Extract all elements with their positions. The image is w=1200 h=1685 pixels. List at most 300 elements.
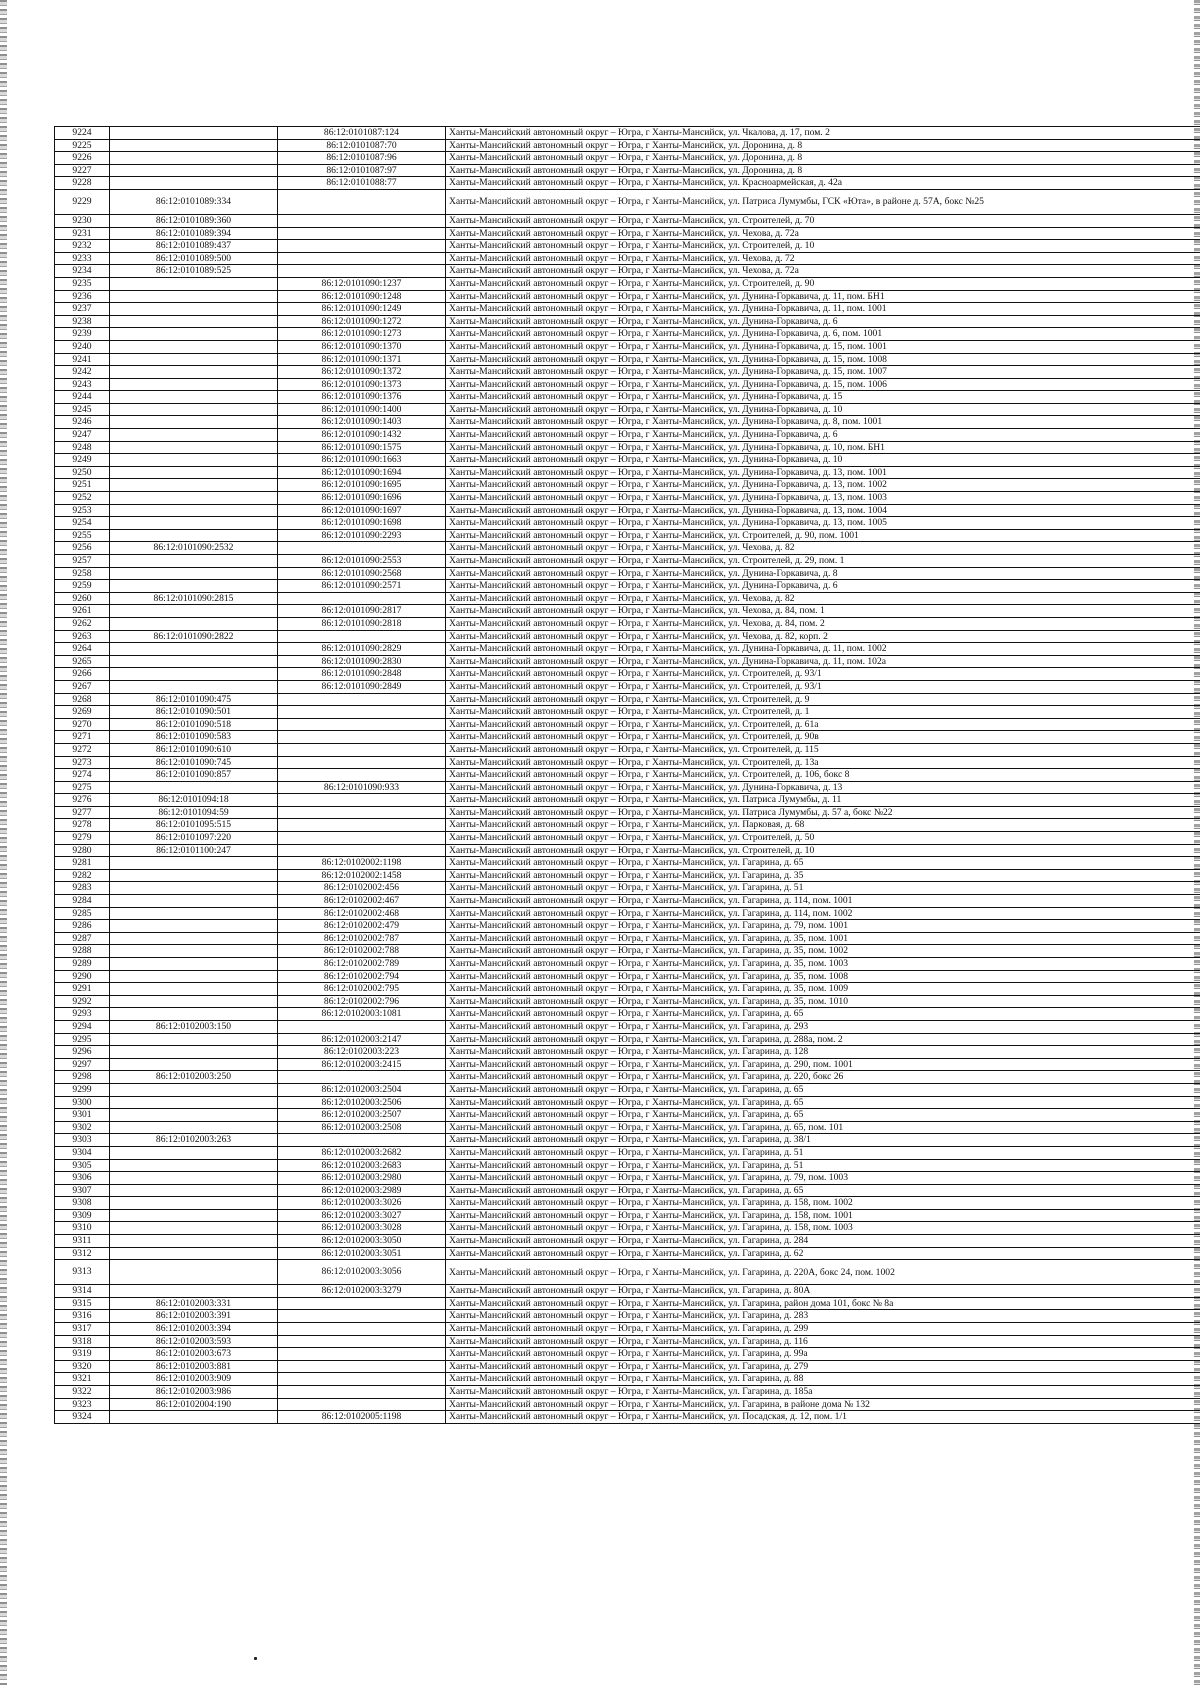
table-row	[55, 1008, 1200, 1021]
table-row	[55, 1121, 1200, 1134]
cadastral-number-premises: 86:12:0101090:2571	[278, 580, 446, 593]
cadastral-number-premises: 86:12:0102003:1081	[278, 1008, 446, 1021]
table-row	[55, 1360, 1200, 1373]
table-row	[55, 617, 1200, 630]
cadastral-number-premises: 86:12:0101090:1272	[278, 315, 446, 328]
cadastral-number-premises: 86:12:0101090:933	[278, 781, 446, 794]
table-row	[55, 907, 1200, 920]
cadastral-number-land	[110, 441, 278, 454]
cadastral-number-land	[110, 1209, 278, 1222]
cadastral-number-land	[110, 366, 278, 379]
row-number: 9235	[55, 277, 110, 290]
address-cell: Ханты-Мансийский автономный округ – Югра, г Ханты-Мансийск, ул. Гагарина, д. 116	[446, 1335, 1200, 1348]
address-cell: Ханты-Мансийский автономный округ – Югра, г Ханты-Мансийск, ул. Дунина-Горкавича, д. 15, пом. 1007	[446, 366, 1200, 379]
row-number: 9307	[55, 1184, 110, 1197]
cadastral-number-land: 86:12:0102003:986	[110, 1386, 278, 1399]
cadastral-number-premises	[278, 1020, 446, 1033]
cadastral-number-premises: 86:12:0101090:1696	[278, 492, 446, 505]
table-row	[55, 177, 1200, 190]
row-number: 9259	[55, 580, 110, 593]
address-cell: Ханты-Мансийский автономный округ – Югра, г Ханты-Мансийск, ул. Строителей, д. 10	[446, 844, 1200, 857]
address-cell: Ханты-Мансийский автономный округ – Югра, г Ханты-Мансийск, ул. Строителей, д. 61а	[446, 718, 1200, 731]
cadastral-number-premises: 86:12:0101090:1575	[278, 441, 446, 454]
table-row	[55, 794, 1200, 807]
cadastral-number-premises: 86:12:0102003:2415	[278, 1058, 446, 1071]
table-row	[55, 958, 1200, 971]
cadastral-number-premises	[278, 832, 446, 845]
address-cell: Ханты-Мансийский автономный округ – Югра, г Ханты-Мансийск, ул. Гагарина, д. 220, бокс 26	[446, 1071, 1200, 1084]
row-number: 9284	[55, 895, 110, 908]
cadastral-number-premises	[278, 1071, 446, 1084]
row-number: 9293	[55, 1008, 110, 1021]
row-number: 9239	[55, 328, 110, 341]
cadastral-number-land	[110, 391, 278, 404]
row-number: 9322	[55, 1386, 110, 1399]
address-cell: Ханты-Мансийский автономный округ – Югра, г Ханты-Мансийск, ул. Гагарина, д. 158, пом. 1003	[446, 1222, 1200, 1235]
address-cell: Ханты-Мансийский автономный округ – Югра, г Ханты-Мансийск, ул. Гагарина, д. 65	[446, 1008, 1200, 1021]
address-cell: Ханты-Мансийский автономный округ – Югра, г Ханты-Мансийск, ул. Гагарина, д. 114, пом. 1002	[446, 907, 1200, 920]
cadastral-number-land	[110, 290, 278, 303]
address-cell: Ханты-Мансийский автономный округ – Югра, г Ханты-Мансийск, ул. Гагарина, д. 114, пом. 1001	[446, 895, 1200, 908]
address-cell: Ханты-Мансийский автономный округ – Югра, г Ханты-Мансийск, ул. Строителей, д. 90, пом. 1001	[446, 529, 1200, 542]
row-number: 9285	[55, 907, 110, 920]
cadastral-number-land: 86:12:0101095:515	[110, 819, 278, 832]
cadastral-number-land	[110, 920, 278, 933]
address-cell: Ханты-Мансийский автономный округ – Югра, г Ханты-Мансийск, ул. Дунина-Горкавича, д. 13, пом. 1003	[446, 492, 1200, 505]
cadastral-number-land	[110, 277, 278, 290]
table-row	[55, 567, 1200, 580]
cadastral-number-premises: 86:12:0102003:223	[278, 1046, 446, 1059]
cadastral-number-land: 86:12:0101089:394	[110, 227, 278, 240]
row-number: 9300	[55, 1096, 110, 1109]
table-row	[55, 252, 1200, 265]
table-row	[55, 995, 1200, 1008]
row-number: 9249	[55, 454, 110, 467]
cadastral-number-land	[110, 857, 278, 870]
table-row	[55, 328, 1200, 341]
table-row	[55, 882, 1200, 895]
cadastral-number-land	[110, 127, 278, 140]
cadastral-number-premises	[278, 1398, 446, 1411]
address-cell: Ханты-Мансийский автономный округ – Югра, г Ханты-Мансийск, ул. Гагарина, д. 65	[446, 1184, 1200, 1197]
address-cell: Ханты-Мансийский автономный округ – Югра, г Ханты-Мансийск, ул. Чехова, д. 72а	[446, 265, 1200, 278]
cadastral-number-premises	[278, 794, 446, 807]
table-row	[55, 1109, 1200, 1122]
table-row	[55, 139, 1200, 152]
cadastral-number-land: 86:12:0101089:360	[110, 214, 278, 227]
table-row	[55, 492, 1200, 505]
table-row	[55, 152, 1200, 165]
table-row	[55, 391, 1200, 404]
scan-speck	[254, 1657, 257, 1660]
cadastral-number-premises	[278, 252, 446, 265]
row-number: 9230	[55, 214, 110, 227]
cadastral-number-land: 86:12:0102003:263	[110, 1134, 278, 1147]
row-number: 9244	[55, 391, 110, 404]
address-cell: Ханты-Мансийский автономный округ – Югра, г Ханты-Мансийск, ул. Гагарина, д. 220А, бокс 24, пом. 1002	[446, 1260, 1200, 1285]
row-number: 9315	[55, 1297, 110, 1310]
address-cell: Ханты-Мансийский автономный округ – Югра, г Ханты-Мансийск, ул. Дунина-Горкавича, д. 15, пом. 1008	[446, 353, 1200, 366]
cadastral-number-premises: 86:12:0102003:2989	[278, 1184, 446, 1197]
table-row	[55, 1209, 1200, 1222]
table-row	[55, 214, 1200, 227]
cadastral-number-land	[110, 668, 278, 681]
cadastral-number-land: 86:12:0102003:673	[110, 1348, 278, 1361]
address-cell: Ханты-Мансийский автономный округ – Югра, г Ханты-Мансийск, ул. Дунина-Горкавича, д. 10	[446, 403, 1200, 416]
row-number: 9265	[55, 655, 110, 668]
address-cell: Ханты-Мансийский автономный округ – Югра, г Ханты-Мансийск, ул. Красноармейская, д. 42а	[446, 177, 1200, 190]
row-number: 9316	[55, 1310, 110, 1323]
cadastral-number-land	[110, 353, 278, 366]
cadastral-number-premises	[278, 706, 446, 719]
cadastral-number-land: 86:12:0101090:583	[110, 731, 278, 744]
table-row	[55, 1310, 1200, 1323]
row-number: 9234	[55, 265, 110, 278]
cadastral-number-premises: 86:12:0101090:1697	[278, 504, 446, 517]
scan-edge-left	[0, 0, 7, 1685]
address-cell: Ханты-Мансийский автономный округ – Югра, г Ханты-Мансийск, ул. Гагарина, д. 80А	[446, 1285, 1200, 1298]
row-number: 9311	[55, 1235, 110, 1248]
cadastral-number-premises: 86:12:0102002:1198	[278, 857, 446, 870]
table-row	[55, 303, 1200, 316]
address-cell: Ханты-Мансийский автономный округ – Югра, г Ханты-Мансийск, ул. Строителей, д. 93/1	[446, 680, 1200, 693]
row-number: 9231	[55, 227, 110, 240]
cadastral-number-premises: 86:12:0102002:794	[278, 970, 446, 983]
table-row	[55, 542, 1200, 555]
table-row	[55, 1058, 1200, 1071]
cadastral-number-land	[110, 340, 278, 353]
address-cell: Ханты-Мансийский автономный округ – Югра, г Ханты-Мансийск, ул. Гагарина, д. 79, пом. 1003	[446, 1172, 1200, 1185]
address-cell: Ханты-Мансийский автономный округ – Югра, г Ханты-Мансийск, ул. Дунина-Горкавича, д. 8	[446, 567, 1200, 580]
address-cell: Ханты-Мансийский автономный округ – Югра, г Ханты-Мансийск, ул. Дунина-Горкавича, д. 11, пом. 102а	[446, 655, 1200, 668]
cadastral-number-land	[110, 177, 278, 190]
cadastral-number-premises: 86:12:0102002:467	[278, 895, 446, 908]
cadastral-number-premises: 86:12:0101090:1403	[278, 416, 446, 429]
address-cell: Ханты-Мансийский автономный округ – Югра, г Ханты-Мансийск, ул. Строителей, д. 90	[446, 277, 1200, 290]
row-number: 9228	[55, 177, 110, 190]
cadastral-number-premises: 86:12:0101090:2553	[278, 555, 446, 568]
cadastral-number-land	[110, 479, 278, 492]
cadastral-number-premises: 86:12:0102003:2682	[278, 1146, 446, 1159]
table-row	[55, 819, 1200, 832]
address-cell: Ханты-Мансийский автономный округ – Югра, г Ханты-Мансийск, ул. Строителей, д. 90в	[446, 731, 1200, 744]
cadastral-number-premises: 86:12:0102003:2507	[278, 1109, 446, 1122]
cadastral-number-land	[110, 1058, 278, 1071]
address-cell: Ханты-Мансийский автономный округ – Югра, г Ханты-Мансийск, ул. Дунина-Горкавича, д. 11, пом. 1001	[446, 303, 1200, 316]
row-number: 9305	[55, 1159, 110, 1172]
cadastral-number-land	[110, 1184, 278, 1197]
cadastral-number-premises	[278, 1386, 446, 1399]
cadastral-number-premises: 86:12:0102002:796	[278, 995, 446, 1008]
table-row	[55, 1046, 1200, 1059]
table-row	[55, 504, 1200, 517]
cadastral-number-premises: 86:12:0101090:2817	[278, 605, 446, 618]
address-cell: Ханты-Мансийский автономный округ – Югра, г Ханты-Мансийск, ул. Строителей, д. 106, бокс 8	[446, 769, 1200, 782]
cadastral-number-premises	[278, 227, 446, 240]
cadastral-number-land: 86:12:0101090:745	[110, 756, 278, 769]
cadastral-number-premises: 86:12:0101090:2568	[278, 567, 446, 580]
cadastral-number-premises: 86:12:0101087:70	[278, 139, 446, 152]
row-number: 9297	[55, 1058, 110, 1071]
cadastral-number-land	[110, 1033, 278, 1046]
cadastral-number-land: 86:12:0102003:394	[110, 1323, 278, 1336]
table-row	[55, 1373, 1200, 1386]
table-row	[55, 1335, 1200, 1348]
cadastral-number-land	[110, 466, 278, 479]
table-row	[55, 806, 1200, 819]
row-number: 9320	[55, 1360, 110, 1373]
address-cell: Ханты-Мансийский автономный округ – Югра, г Ханты-Мансийск, ул. Доронина, д. 8	[446, 164, 1200, 177]
table-row	[55, 983, 1200, 996]
cadastral-number-land: 86:12:0101094:59	[110, 806, 278, 819]
cadastral-number-premises	[278, 693, 446, 706]
cadastral-number-land	[110, 781, 278, 794]
table-row	[55, 1172, 1200, 1185]
row-number: 9299	[55, 1083, 110, 1096]
row-number: 9236	[55, 290, 110, 303]
table-row	[55, 416, 1200, 429]
address-cell: Ханты-Мансийский автономный округ – Югра, г Ханты-Мансийск, ул. Строителей, д. 29, пом. 1	[446, 555, 1200, 568]
table-row	[55, 466, 1200, 479]
cadastral-number-premises: 86:12:0101090:2848	[278, 668, 446, 681]
address-cell: Ханты-Мансийский автономный округ – Югра, г Ханты-Мансийск, ул. Патриса Лумумбы, д. 11	[446, 794, 1200, 807]
address-cell: Ханты-Мансийский автономный округ – Югра, г Ханты-Мансийск, ул. Гагарина, д. 65	[446, 1096, 1200, 1109]
table-row	[55, 920, 1200, 933]
row-number: 9275	[55, 781, 110, 794]
table-row	[55, 605, 1200, 618]
table-row	[55, 290, 1200, 303]
table-row	[55, 693, 1200, 706]
cadastral-number-premises: 86:12:0101090:1371	[278, 353, 446, 366]
address-cell: Ханты-Мансийский автономный округ – Югра, г Ханты-Мансийск, ул. Строителей, д. 115	[446, 743, 1200, 756]
row-number: 9323	[55, 1398, 110, 1411]
row-number: 9251	[55, 479, 110, 492]
table-row	[55, 680, 1200, 693]
table-row	[55, 718, 1200, 731]
cadastral-number-land	[110, 869, 278, 882]
address-cell: Ханты-Мансийский автономный округ – Югра, г Ханты-Мансийск, ул. Дунина-Горкавича, д. 6	[446, 580, 1200, 593]
table-row	[55, 832, 1200, 845]
table-row	[55, 227, 1200, 240]
cadastral-number-land	[110, 1096, 278, 1109]
cadastral-number-premises: 86:12:0102002:468	[278, 907, 446, 920]
cadastral-number-premises: 86:12:0102003:3050	[278, 1235, 446, 1248]
row-number: 9306	[55, 1172, 110, 1185]
registry-table-body	[55, 127, 1200, 1424]
table-row	[55, 592, 1200, 605]
row-number: 9266	[55, 668, 110, 681]
cadastral-number-land	[110, 1146, 278, 1159]
cadastral-number-land	[110, 454, 278, 467]
row-number: 9272	[55, 743, 110, 756]
cadastral-number-premises: 86:12:0102003:2504	[278, 1083, 446, 1096]
row-number: 9319	[55, 1348, 110, 1361]
table-row	[55, 895, 1200, 908]
cadastral-number-land	[110, 1121, 278, 1134]
address-cell: Ханты-Мансийский автономный округ – Югра, г Ханты-Мансийск, ул. Гагарина, район дома 101, бокс № 8а	[446, 1297, 1200, 1310]
table-row	[55, 353, 1200, 366]
address-cell: Ханты-Мансийский автономный округ – Югра, г Ханты-Мансийск, ул. Доронина, д. 8	[446, 152, 1200, 165]
table-row	[55, 1247, 1200, 1260]
row-number: 9226	[55, 152, 110, 165]
cadastral-number-premises: 86:12:0101087:96	[278, 152, 446, 165]
row-number: 9256	[55, 542, 110, 555]
cadastral-number-premises: 86:12:0101090:1273	[278, 328, 446, 341]
row-number: 9288	[55, 945, 110, 958]
cadastral-number-land	[110, 1411, 278, 1424]
address-cell: Ханты-Мансийский автономный округ – Югра, г Ханты-Мансийск, ул. Дунина-Горкавича, д. 11, пом. БН1	[446, 290, 1200, 303]
row-number: 9287	[55, 932, 110, 945]
address-cell: Ханты-Мансийский автономный округ – Югра, г Ханты-Мансийск, ул. Дунина-Горкавича, д. 15	[446, 391, 1200, 404]
cadastral-number-premises: 86:12:0102003:3026	[278, 1197, 446, 1210]
table-row	[55, 743, 1200, 756]
table-row	[55, 479, 1200, 492]
row-number: 9302	[55, 1121, 110, 1134]
address-cell: Ханты-Мансийский автономный округ – Югра, г Ханты-Мансийск, ул. Гагарина, д. 290, пом. 1001	[446, 1058, 1200, 1071]
cadastral-number-premises: 86:12:0101087:124	[278, 127, 446, 140]
cadastral-number-land	[110, 315, 278, 328]
cadastral-number-land: 86:12:0101090:2822	[110, 630, 278, 643]
address-cell: Ханты-Мансийский автономный округ – Югра, г Ханты-Мансийск, ул. Гагарина, д. 284	[446, 1235, 1200, 1248]
table-row	[55, 315, 1200, 328]
cadastral-number-premises: 86:12:0101090:1432	[278, 429, 446, 442]
row-number: 9296	[55, 1046, 110, 1059]
cadastral-number-land	[110, 895, 278, 908]
cadastral-number-premises	[278, 1297, 446, 1310]
table-row	[55, 277, 1200, 290]
address-cell: Ханты-Мансийский автономный округ – Югра, г Ханты-Мансийск, ул. Дунина-Горкавича, д. 10, пом. БН1	[446, 441, 1200, 454]
address-cell: Ханты-Мансийский автономный округ – Югра, г Ханты-Мансийск, ул. Гагарина, д. 158, пом. 1002	[446, 1197, 1200, 1210]
table-row	[55, 756, 1200, 769]
address-cell: Ханты-Мансийский автономный округ – Югра, г Ханты-Мансийск, ул. Дунина-Горкавича, д. 6	[446, 315, 1200, 328]
row-number: 9277	[55, 806, 110, 819]
row-number: 9321	[55, 1373, 110, 1386]
row-number: 9301	[55, 1109, 110, 1122]
row-number: 9224	[55, 127, 110, 140]
table-row	[55, 1411, 1200, 1424]
address-cell: Ханты-Мансийский автономный округ – Югра, г Ханты-Мансийск, ул. Дунина-Горкавича, д. 15, пом. 1001	[446, 340, 1200, 353]
address-cell: Ханты-Мансийский автономный округ – Югра, г Ханты-Мансийск, ул. Строителей, д. 1	[446, 706, 1200, 719]
table-row	[55, 781, 1200, 794]
row-number: 9295	[55, 1033, 110, 1046]
row-number: 9241	[55, 353, 110, 366]
cadastral-number-land	[110, 643, 278, 656]
cadastral-number-land	[110, 1083, 278, 1096]
table-row	[55, 164, 1200, 177]
address-cell: Ханты-Мансийский автономный округ – Югра, г Ханты-Мансийск, ул. Гагарина, в районе дома № 132	[446, 1398, 1200, 1411]
address-cell: Ханты-Мансийский автономный округ – Югра, г Ханты-Мансийск, ул. Дунина-Горкавича, д. 15, пом. 1006	[446, 378, 1200, 391]
cadastral-number-land	[110, 492, 278, 505]
cadastral-number-premises	[278, 630, 446, 643]
cadastral-number-premises: 86:12:0101090:2849	[278, 680, 446, 693]
cadastral-number-premises	[278, 806, 446, 819]
row-number: 9282	[55, 869, 110, 882]
address-cell: Ханты-Мансийский автономный округ – Югра, г Ханты-Мансийск, ул. Патриса Лумумбы, ГСК «Юта», в районе д. 57А, бокс №25	[446, 189, 1200, 214]
address-cell: Ханты-Мансийский автономный округ – Югра, г Ханты-Мансийск, ул. Гагарина, д. 65, пом. 101	[446, 1121, 1200, 1134]
cadastral-number-premises: 86:12:0102002:1458	[278, 869, 446, 882]
cadastral-number-premises	[278, 240, 446, 253]
row-number: 9271	[55, 731, 110, 744]
table-row	[55, 580, 1200, 593]
cadastral-number-premises	[278, 731, 446, 744]
cadastral-number-land	[110, 517, 278, 530]
cadastral-number-premises: 86:12:0101090:2818	[278, 617, 446, 630]
address-cell: Ханты-Мансийский автономный округ – Югра, г Ханты-Мансийск, ул. Посадская, д. 12, пом. 1/1	[446, 1411, 1200, 1424]
row-number: 9274	[55, 769, 110, 782]
cadastral-number-premises: 86:12:0102003:2683	[278, 1159, 446, 1172]
cadastral-number-premises: 86:12:0102003:2506	[278, 1096, 446, 1109]
address-cell: Ханты-Мансийский автономный округ – Югра, г Ханты-Мансийск, ул. Гагарина, д. 35, пом. 1001	[446, 932, 1200, 945]
row-number: 9238	[55, 315, 110, 328]
cadastral-number-land	[110, 403, 278, 416]
row-number: 9276	[55, 794, 110, 807]
cadastral-number-premises	[278, 189, 446, 214]
table-row	[55, 189, 1200, 214]
cadastral-number-land: 86:12:0101094:18	[110, 794, 278, 807]
cadastral-number-premises: 86:12:0101090:2830	[278, 655, 446, 668]
address-cell: Ханты-Мансийский автономный округ – Югра, г Ханты-Мансийск, ул. Чехова, д. 72а	[446, 227, 1200, 240]
row-number: 9247	[55, 429, 110, 442]
cadastral-number-land: 86:12:0101090:501	[110, 706, 278, 719]
table-row	[55, 769, 1200, 782]
cadastral-number-land	[110, 1247, 278, 1260]
cadastral-number-premises: 86:12:0101090:1248	[278, 290, 446, 303]
row-number: 9324	[55, 1411, 110, 1424]
cadastral-number-land	[110, 1159, 278, 1172]
cadastral-number-premises: 86:12:0102003:2147	[278, 1033, 446, 1046]
table-row	[55, 529, 1200, 542]
cadastral-number-premises: 86:12:0102002:456	[278, 882, 446, 895]
row-number: 9268	[55, 693, 110, 706]
table-row	[55, 1260, 1200, 1285]
cadastral-number-land	[110, 970, 278, 983]
table-row	[55, 1033, 1200, 1046]
address-cell: Ханты-Мансийский автономный округ – Югра, г Ханты-Мансийск, ул. Гагарина, д. 35, пом. 1003	[446, 958, 1200, 971]
address-cell: Ханты-Мансийский автономный округ – Югра, г Ханты-Мансийск, ул. Строителей, д. 10	[446, 240, 1200, 253]
cadastral-number-premises: 86:12:0102003:2980	[278, 1172, 446, 1185]
table-row	[55, 517, 1200, 530]
cadastral-number-land	[110, 328, 278, 341]
cadastral-number-land	[110, 139, 278, 152]
cadastral-number-premises: 86:12:0102003:2508	[278, 1121, 446, 1134]
address-cell: Ханты-Мансийский автономный округ – Югра, г Ханты-Мансийск, ул. Чехова, д. 84, пом. 1	[446, 605, 1200, 618]
cadastral-number-land	[110, 567, 278, 580]
table-row	[55, 1184, 1200, 1197]
address-cell: Ханты-Мансийский автономный округ – Югра, г Ханты-Мансийск, ул. Гагарина, д. 128	[446, 1046, 1200, 1059]
cadastral-number-premises	[278, 1373, 446, 1386]
cadastral-number-premises	[278, 1323, 446, 1336]
table-row	[55, 429, 1200, 442]
cadastral-number-land: 86:12:0101090:610	[110, 743, 278, 756]
row-number: 9278	[55, 819, 110, 832]
table-row	[55, 869, 1200, 882]
row-number: 9254	[55, 517, 110, 530]
table-row	[55, 643, 1200, 656]
address-cell: Ханты-Мансийский автономный округ – Югра, г Ханты-Мансийск, ул. Чехова, д. 84, пом. 2	[446, 617, 1200, 630]
address-cell: Ханты-Мансийский автономный округ – Югра, г Ханты-Мансийск, ул. Гагарина, д. 51	[446, 882, 1200, 895]
cadastral-number-land	[110, 303, 278, 316]
address-cell: Ханты-Мансийский автономный округ – Югра, г Ханты-Мансийск, ул. Гагарина, д. 65	[446, 857, 1200, 870]
address-cell: Ханты-Мансийский автономный округ – Югра, г Ханты-Мансийск, ул. Гагарина, д. 51	[446, 1146, 1200, 1159]
table-row	[55, 706, 1200, 719]
cadastral-number-land: 86:12:0101089:334	[110, 189, 278, 214]
table-row	[55, 1146, 1200, 1159]
cadastral-number-premises: 86:12:0102002:795	[278, 983, 446, 996]
row-number: 9225	[55, 139, 110, 152]
table-row	[55, 1083, 1200, 1096]
address-cell: Ханты-Мансийский автономный округ – Югра, г Ханты-Мансийск, ул. Гагарина, д. 62	[446, 1247, 1200, 1260]
address-cell: Ханты-Мансийский автономный округ – Югра, г Ханты-Мансийск, ул. Дунина-Горкавича, д. 13, пом. 1002	[446, 479, 1200, 492]
